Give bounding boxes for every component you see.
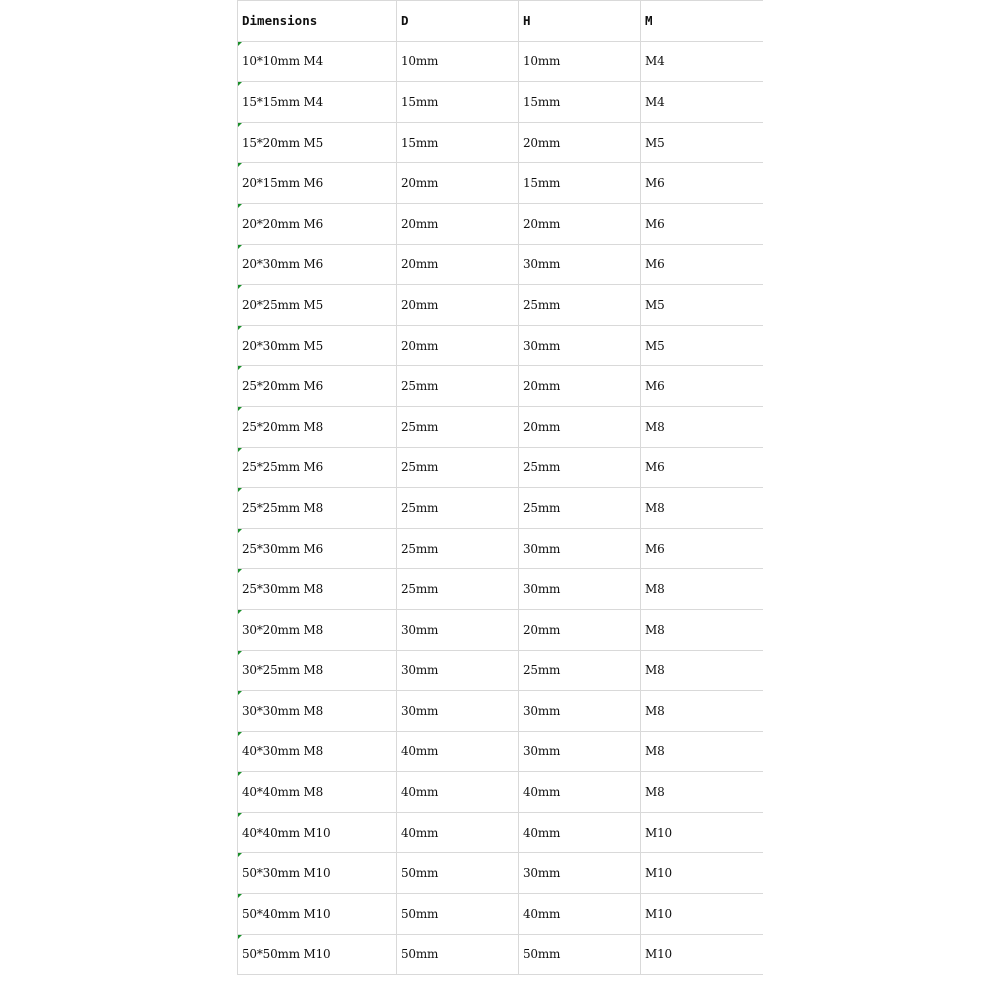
table-row	[238, 285, 764, 326]
cell-dimensions	[238, 406, 397, 447]
cell-m	[641, 488, 764, 529]
cell-text: 20*20mm M6	[242, 216, 324, 231]
cell-m	[641, 609, 764, 650]
cell-text: M5	[645, 338, 665, 353]
cell-m	[641, 285, 764, 326]
header-m: M	[641, 1, 764, 42]
cell-text: 40*40mm M10	[242, 825, 331, 840]
table-header	[238, 1, 764, 42]
cell-d	[397, 731, 519, 772]
cell-text: 25mm	[401, 541, 439, 556]
cell-text: 25*30mm M6	[242, 541, 324, 556]
cell-m	[641, 203, 764, 244]
table-row	[238, 82, 764, 123]
table-row	[238, 203, 764, 244]
cell-text: 30mm	[523, 582, 561, 597]
cell-d	[397, 122, 519, 163]
cell-text: M8	[645, 419, 665, 434]
cell-text: 20*15mm M6	[242, 176, 324, 191]
cell-text: 30mm	[523, 338, 561, 353]
cell-m	[641, 569, 764, 610]
cell-text: 30mm	[401, 703, 439, 718]
cell-text: 15*15mm M4	[242, 94, 324, 109]
cell-text: 30mm	[523, 257, 561, 272]
cell-text: 25mm	[401, 500, 439, 515]
green-triangle-marker-icon	[238, 813, 242, 817]
cell-text: 50mm	[401, 906, 439, 921]
cell-d	[397, 41, 519, 82]
cell-text: 30mm	[401, 622, 439, 637]
cell-m	[641, 41, 764, 82]
table-row	[238, 894, 764, 935]
cell-text: 20mm	[401, 216, 439, 231]
cell-h	[519, 650, 641, 691]
cell-dimensions	[238, 285, 397, 326]
cell-h	[519, 691, 641, 732]
cell-h	[519, 447, 641, 488]
cell-m	[641, 894, 764, 935]
cell-m	[641, 122, 764, 163]
cell-text: M8	[645, 622, 665, 637]
cell-dimensions	[238, 772, 397, 813]
cell-m	[641, 691, 764, 732]
table-row	[238, 812, 764, 853]
cell-text: 25mm	[401, 582, 439, 597]
cell-text: 20mm	[523, 216, 561, 231]
cell-text: 50*40mm M10	[242, 906, 331, 921]
green-triangle-marker-icon	[238, 935, 242, 939]
table-row	[238, 244, 764, 285]
cell-h	[519, 488, 641, 529]
cell-d	[397, 569, 519, 610]
green-triangle-marker-icon	[238, 285, 242, 289]
cell-text: 30*25mm M8	[242, 663, 324, 678]
cell-text: 25mm	[523, 500, 561, 515]
green-triangle-marker-icon	[238, 366, 242, 370]
green-triangle-marker-icon	[238, 326, 242, 330]
cell-text: M8	[645, 500, 665, 515]
cell-dimensions	[238, 569, 397, 610]
green-triangle-marker-icon	[238, 488, 242, 492]
green-triangle-marker-icon	[238, 853, 242, 857]
cell-text: M6	[645, 216, 665, 231]
cell-d	[397, 772, 519, 813]
cell-text: 15mm	[401, 94, 439, 109]
cell-d	[397, 82, 519, 123]
cell-text: 25*20mm M6	[242, 379, 324, 394]
cell-dimensions	[238, 203, 397, 244]
cell-dimensions	[238, 731, 397, 772]
cell-dimensions	[238, 447, 397, 488]
cell-text: M4	[645, 54, 665, 69]
table-row	[238, 163, 764, 204]
green-triangle-marker-icon	[238, 123, 242, 127]
cell-dimensions	[238, 82, 397, 123]
cell-h	[519, 812, 641, 853]
cell-text: M6	[645, 257, 665, 272]
cell-h	[519, 366, 641, 407]
cell-d	[397, 406, 519, 447]
cell-d	[397, 285, 519, 326]
cell-text: 30mm	[523, 541, 561, 556]
cell-dimensions	[238, 853, 397, 894]
cell-dimensions	[238, 609, 397, 650]
cell-h	[519, 406, 641, 447]
cell-text: 30mm	[523, 703, 561, 718]
header-row	[238, 1, 764, 42]
cell-text: M6	[645, 176, 665, 191]
cell-text: 30mm	[401, 663, 439, 678]
table-row	[238, 41, 764, 82]
cell-text: 25mm	[401, 419, 439, 434]
cell-d	[397, 528, 519, 569]
green-triangle-marker-icon	[238, 82, 242, 86]
cell-m	[641, 812, 764, 853]
cell-text: 20*30mm M6	[242, 257, 324, 272]
cell-h	[519, 609, 641, 650]
cell-text: M8	[645, 744, 665, 759]
header-dimensions: Dimensions	[238, 1, 397, 42]
green-triangle-marker-icon	[238, 569, 242, 573]
cell-text: 25mm	[523, 460, 561, 475]
header-h: H	[519, 1, 641, 42]
table-row	[238, 731, 764, 772]
cell-h	[519, 528, 641, 569]
cell-d	[397, 366, 519, 407]
cell-m	[641, 934, 764, 975]
table-row	[238, 853, 764, 894]
green-triangle-marker-icon	[238, 407, 242, 411]
cell-text: 50mm	[523, 947, 561, 962]
cell-m	[641, 82, 764, 123]
table-row	[238, 934, 764, 975]
cell-text: M10	[645, 825, 672, 840]
cell-m	[641, 731, 764, 772]
cell-text: 30mm	[523, 866, 561, 881]
green-triangle-marker-icon	[238, 204, 242, 208]
cell-dimensions	[238, 122, 397, 163]
table-row	[238, 650, 764, 691]
green-triangle-marker-icon	[238, 42, 242, 46]
cell-d	[397, 934, 519, 975]
green-triangle-marker-icon	[238, 529, 242, 533]
cell-d	[397, 894, 519, 935]
table-row	[238, 447, 764, 488]
cell-dimensions	[238, 691, 397, 732]
cell-m	[641, 650, 764, 691]
cell-d	[397, 488, 519, 529]
table-row	[238, 122, 764, 163]
cell-d	[397, 691, 519, 732]
cell-m	[641, 325, 764, 366]
cell-text: 20mm	[401, 176, 439, 191]
cell-text: 20mm	[523, 135, 561, 150]
cell-text: M10	[645, 947, 672, 962]
table-row	[238, 691, 764, 732]
cell-text: 15mm	[401, 135, 439, 150]
cell-m	[641, 366, 764, 407]
cell-m	[641, 772, 764, 813]
cell-m	[641, 528, 764, 569]
cell-dimensions	[238, 528, 397, 569]
cell-text: 25mm	[523, 297, 561, 312]
dimensions-table	[237, 0, 763, 975]
cell-text: 25*30mm M8	[242, 582, 324, 597]
green-triangle-marker-icon	[238, 732, 242, 736]
green-triangle-marker-icon	[238, 772, 242, 776]
cell-text: 20mm	[401, 338, 439, 353]
table-row	[238, 569, 764, 610]
cell-h	[519, 41, 641, 82]
green-triangle-marker-icon	[238, 610, 242, 614]
cell-dimensions	[238, 650, 397, 691]
cell-text: 25*25mm M8	[242, 500, 324, 515]
cell-text: 40*40mm M8	[242, 785, 324, 800]
cell-text: 20mm	[401, 257, 439, 272]
cell-text: 20mm	[523, 419, 561, 434]
header-d: D	[397, 1, 519, 42]
cell-text: 15mm	[523, 176, 561, 191]
cell-text: M6	[645, 379, 665, 394]
table-row	[238, 406, 764, 447]
cell-text: M10	[645, 866, 672, 881]
cell-dimensions	[238, 812, 397, 853]
cell-text: 15*20mm M5	[242, 135, 324, 150]
cell-text: 30*20mm M8	[242, 622, 324, 637]
green-triangle-marker-icon	[238, 894, 242, 898]
table-row	[238, 772, 764, 813]
green-triangle-marker-icon	[238, 163, 242, 167]
cell-dimensions	[238, 894, 397, 935]
cell-text: M8	[645, 663, 665, 678]
table-row	[238, 609, 764, 650]
cell-text: M6	[645, 460, 665, 475]
green-triangle-marker-icon	[238, 691, 242, 695]
cell-dimensions	[238, 934, 397, 975]
cell-text: 25mm	[401, 460, 439, 475]
cell-m	[641, 853, 764, 894]
cell-h	[519, 853, 641, 894]
table-row	[238, 325, 764, 366]
cell-m	[641, 163, 764, 204]
cell-dimensions	[238, 41, 397, 82]
cell-text: 25mm	[523, 663, 561, 678]
cell-m	[641, 447, 764, 488]
cell-text: 20mm	[401, 297, 439, 312]
cell-m	[641, 244, 764, 285]
cell-text: 50mm	[401, 947, 439, 962]
cell-d	[397, 812, 519, 853]
cell-text: M10	[645, 906, 672, 921]
cell-text: 50*30mm M10	[242, 866, 331, 881]
cell-text: 20mm	[523, 622, 561, 637]
cell-text: M5	[645, 135, 665, 150]
cell-d	[397, 244, 519, 285]
green-triangle-marker-icon	[238, 448, 242, 452]
cell-text: 10mm	[523, 54, 561, 69]
green-triangle-marker-icon	[238, 245, 242, 249]
cell-h	[519, 894, 641, 935]
cell-h	[519, 772, 641, 813]
cell-h	[519, 122, 641, 163]
cell-text: 40*30mm M8	[242, 744, 324, 759]
cell-h	[519, 731, 641, 772]
cell-text: 30*30mm M8	[242, 703, 324, 718]
table-row	[238, 528, 764, 569]
cell-text: 25*20mm M8	[242, 419, 324, 434]
cell-text: 50*50mm M10	[242, 947, 331, 962]
table-row	[238, 366, 764, 407]
table-body	[238, 41, 764, 975]
cell-h	[519, 82, 641, 123]
cell-dimensions	[238, 325, 397, 366]
cell-text: M8	[645, 785, 665, 800]
cell-text: 20mm	[523, 379, 561, 394]
cell-dimensions	[238, 366, 397, 407]
cell-h	[519, 934, 641, 975]
cell-text: 25*25mm M6	[242, 460, 324, 475]
cell-text: 15mm	[523, 94, 561, 109]
cell-text: M8	[645, 703, 665, 718]
cell-text: 10*10mm M4	[242, 54, 324, 69]
cell-text: 40mm	[401, 744, 439, 759]
cell-m	[641, 406, 764, 447]
cell-text: M5	[645, 297, 665, 312]
cell-text: 20*25mm M5	[242, 297, 324, 312]
cell-text: 40mm	[523, 785, 561, 800]
cell-h	[519, 244, 641, 285]
cell-text: M8	[645, 582, 665, 597]
cell-d	[397, 163, 519, 204]
cell-h	[519, 163, 641, 204]
cell-dimensions	[238, 244, 397, 285]
cell-text: M4	[645, 94, 665, 109]
cell-text: 40mm	[401, 785, 439, 800]
cell-dimensions	[238, 488, 397, 529]
cell-text: 40mm	[523, 825, 561, 840]
cell-text: 50mm	[401, 866, 439, 881]
cell-h	[519, 569, 641, 610]
cell-h	[519, 285, 641, 326]
cell-text: 40mm	[523, 906, 561, 921]
cell-d	[397, 203, 519, 244]
cell-text: 25mm	[401, 379, 439, 394]
cell-text: 10mm	[401, 54, 439, 69]
cell-h	[519, 325, 641, 366]
spec-sheet	[237, 0, 763, 1000]
cell-text: 30mm	[523, 744, 561, 759]
table-row	[238, 488, 764, 529]
cell-text: 40mm	[401, 825, 439, 840]
cell-text: M6	[645, 541, 665, 556]
cell-h	[519, 203, 641, 244]
cell-d	[397, 650, 519, 691]
cell-dimensions	[238, 163, 397, 204]
cell-d	[397, 853, 519, 894]
cell-d	[397, 447, 519, 488]
cell-d	[397, 609, 519, 650]
cell-text: 20*30mm M5	[242, 338, 324, 353]
cell-d	[397, 325, 519, 366]
green-triangle-marker-icon	[238, 651, 242, 655]
